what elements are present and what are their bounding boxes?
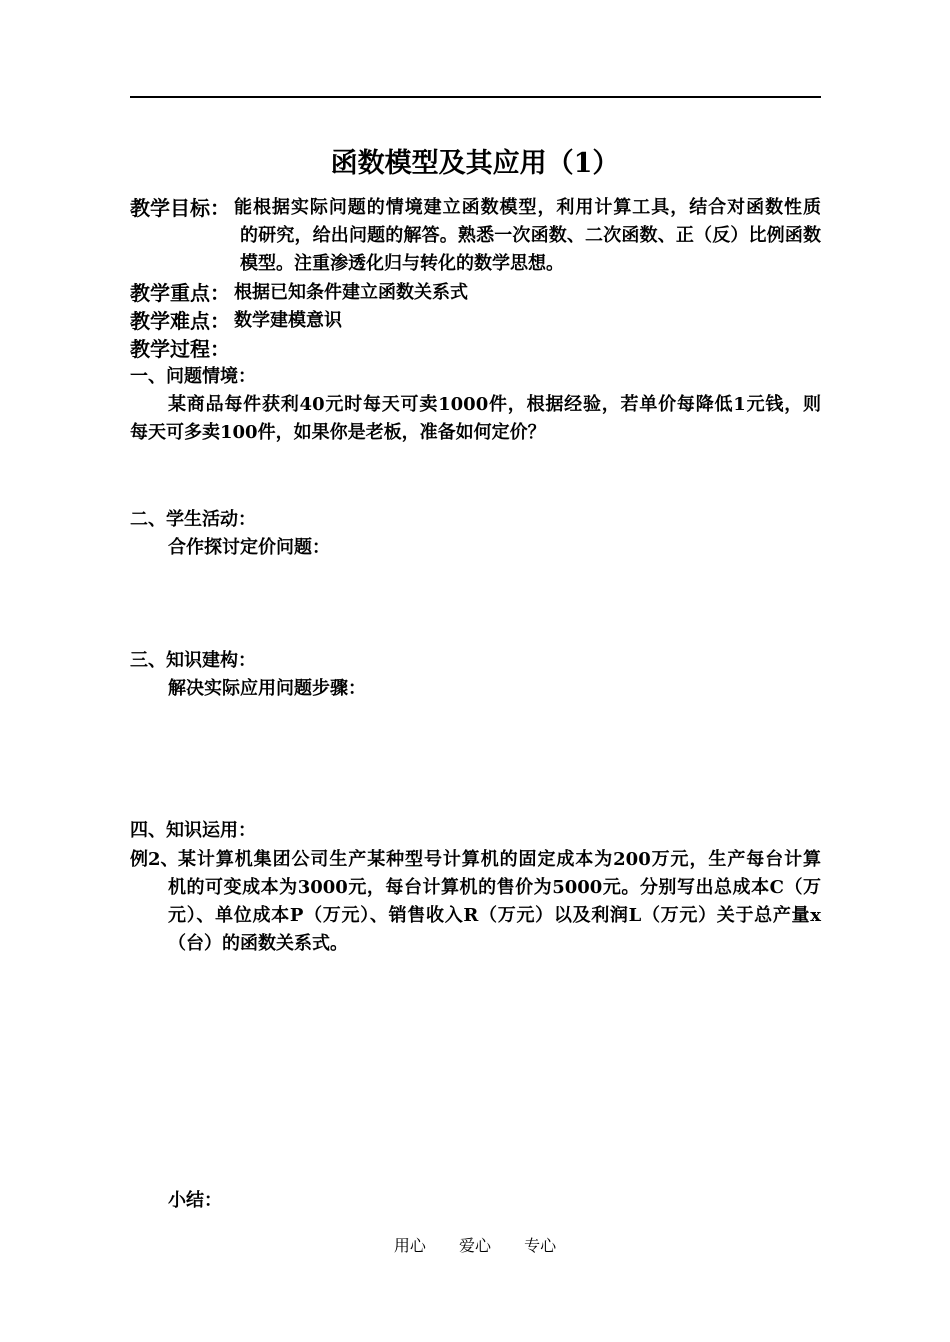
section-1-heading: 一、问题情境： xyxy=(130,366,256,387)
page-footer xyxy=(0,1233,950,1256)
section-3-line-1: 解决实际应用问题步骤： xyxy=(168,678,366,699)
difficulty-label: 教学难点： xyxy=(130,309,230,333)
objectives-line-2: 的研究，给出问题的解答。熟悉一次函数、二次函数、正（反）比例函数 xyxy=(240,225,821,246)
example-line-1: 某计算机集团公司生产某种型号计算机的固定成本为200万元，生产每台计算 xyxy=(178,849,821,870)
key-point-label: 教学重点： xyxy=(130,281,230,305)
summary-label: 小结： xyxy=(168,1190,222,1211)
section-4-heading: 四、知识运用： xyxy=(130,820,256,841)
footer-item-1: 用心 xyxy=(393,1236,426,1255)
objectives-label: 教学目标： xyxy=(130,196,230,220)
example-line-3: 元）、单位成本P（万元）、销售收入R（万元）以及利润L（万元）关于总产量x xyxy=(168,905,821,926)
section-3-heading: 三、知识建构： xyxy=(130,650,256,671)
objectives-line-3: 模型。注重渗透化归与转化的数学思想。 xyxy=(240,253,564,274)
section-2-line-1: 合作探讨定价问题： xyxy=(168,537,330,558)
page-title: 函数模型及其应用（1） xyxy=(330,148,620,179)
header-rule xyxy=(130,96,821,98)
example-line-2: 机的可变成本为3000元，每台计算机的售价为5000元。分别写出总成本C（万 xyxy=(168,877,821,898)
key-point-text: 根据已知条件建立函数关系式 xyxy=(234,282,468,303)
difficulty-text: 数学建模意识 xyxy=(234,310,342,331)
process-label: 教学过程： xyxy=(130,337,230,361)
footer-item-3: 专心 xyxy=(524,1236,557,1255)
section-1-line-1: 某商品每件获利40元时每天可卖1000件，根据经验，若单价每降低1元钱，则 xyxy=(168,394,821,415)
section-1-line-2: 每天可多卖100件，如果你是老板，准备如何定价？ xyxy=(130,422,546,443)
objectives-line-1: 能根据实际问题的情境建立函数模型，利用计算工具，结合对函数性质 xyxy=(234,197,821,218)
footer-item-2: 爱心 xyxy=(458,1236,491,1255)
example-label: 例2、 xyxy=(130,849,179,870)
example-line-4: （台）的函数关系式。 xyxy=(168,933,348,954)
section-2-heading: 二、学生活动： xyxy=(130,509,256,530)
